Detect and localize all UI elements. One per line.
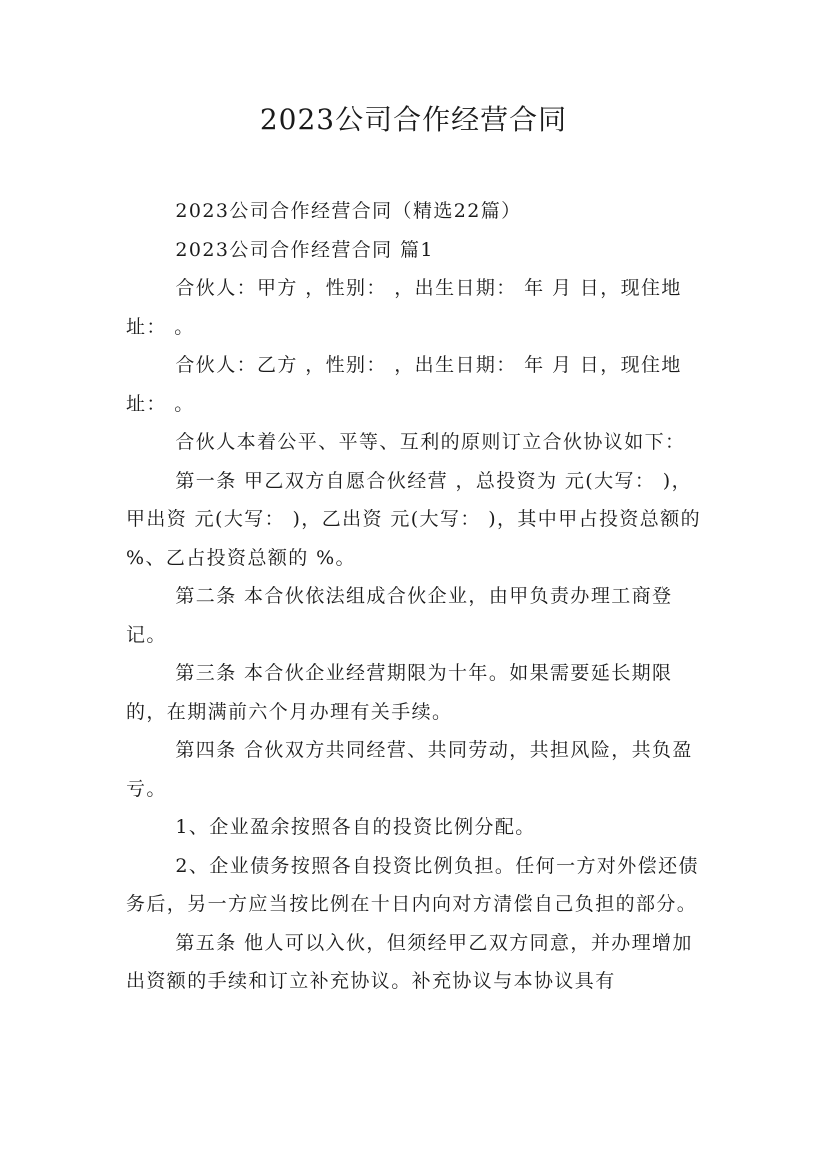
paragraph-article-5: 第五条 他人可以入伙，但须经甲乙双方同意，并办理增加出资额的手续和订立补充协议。补充协议与本协议具有 — [126, 931, 693, 992]
document-title: 2023公司合作经营合同 — [259, 103, 568, 136]
paragraph-article-4: 第四条 合伙双方共同经营、共同劳动，共担风险，共负盈亏。 — [126, 739, 693, 800]
paragraph-subtitle: 2023公司合作经营合同（精选22篇） — [175, 200, 522, 222]
paragraph-article-2: 第二条 本合伙依法组成合伙企业，由甲负责办理工商登记。 — [126, 585, 673, 646]
paragraph-agreement-intro: 合伙人本着公平、平等、互利的原则订立合伙协议如下： — [175, 431, 686, 453]
paragraph-partner-b: 合伙人：乙方 ，性别： ，出生日期： 年 月 日，现住地址： 。 — [126, 354, 682, 415]
paragraph-article-1: 第一条 甲乙双方自愿合伙经营 ，总投资为 元(大写： )，甲出资 元(大写： )，乙出资 元(大写： )，其中甲占投资总额的 %、乙占投资总额的 %。 — [126, 469, 702, 569]
document-body — [126, 192, 711, 1001]
paragraph-article-4-item-2: 2、企业债务按照各自投资比例负担。任何一方对外偿还债务后，另一方应当按比例在十日内向对方清偿自己负担的部分。 — [126, 854, 699, 915]
paragraph-partner-a: 合伙人：甲方 ，性别： ，出生日期： 年 月 日，现住地址： 。 — [126, 277, 682, 338]
paragraph-article-3: 第三条 本合伙企业经营期限为十年。如果需要延长期限的，在期满前六个月办理有关手续。 — [126, 662, 673, 723]
paragraph-article-4-item-1: 1、企业盈余按照各自的投资比例分配。 — [175, 816, 536, 838]
paragraph-section-heading: 2023公司合作经营合同 篇1 — [175, 238, 434, 261]
